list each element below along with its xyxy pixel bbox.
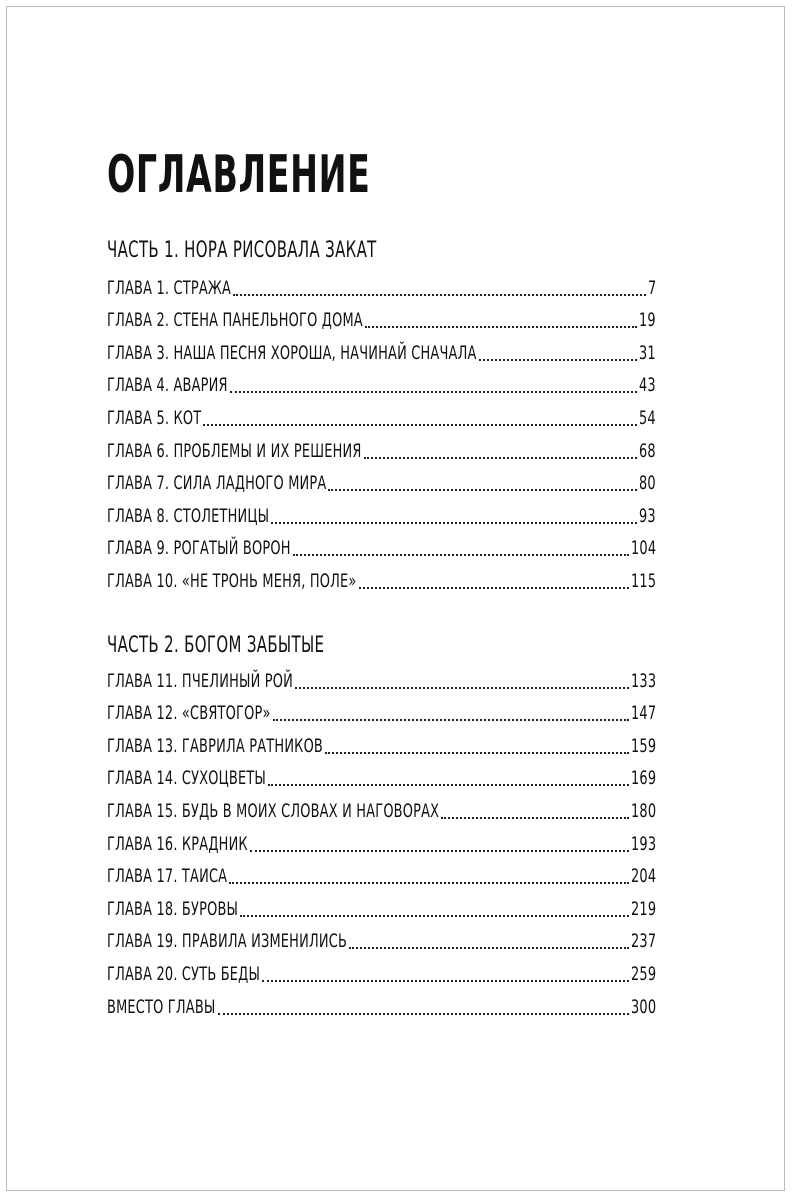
toc-entry-page-number: 68 [639,439,657,462]
dot-leader [273,719,629,721]
part-2-chapter-list [107,665,656,1024]
toc-entry-title: ГЛАВА 6. ПРОБЛЕМЫ И ИХ РЕШЕНИЯ [107,439,362,462]
toc-entry-page-box [631,570,656,592]
toc-entry[interactable] [107,861,656,894]
toc-entry-page-box [631,767,656,789]
toc-entry-title-box [107,570,357,592]
toc-entry-line [107,996,656,1018]
toc-entry-title-box [107,670,293,692]
toc-entry[interactable] [107,272,656,305]
toc-entry-title-box [107,277,231,299]
part-1-chapter-list [107,272,656,598]
toc-entry-title: ГЛАВА 16. КРАДНИК [107,832,248,855]
dot-leader [359,587,629,589]
toc-entry-line [107,374,656,396]
toc-entry[interactable] [107,402,656,435]
toc-entry-title-box [107,865,227,887]
toc-entry-page-box [639,472,656,494]
toc-entry-line [107,505,656,527]
toc-entry-title-box [107,833,248,855]
toc-entry-title-box [107,440,362,462]
dot-leader [365,326,637,328]
dot-leader [479,359,638,361]
toc-entry-line [107,702,656,724]
toc-entry-page-box [631,537,656,559]
toc-entry[interactable] [107,763,656,796]
dot-leader [325,752,629,754]
toc-entry-title-box [107,537,291,559]
dot-leader [271,522,637,524]
toc-entry-title-box [107,472,326,494]
toc-entry-title: ГЛАВА 14. СУХОЦВЕТЫ [107,767,267,790]
toc-entry-page-number: 204 [630,865,657,888]
toc-entry[interactable] [107,926,656,959]
toc-entry-page-box [631,865,656,887]
toc-entry[interactable] [107,468,656,501]
dot-leader [268,784,629,786]
toc-entry-line [107,800,656,822]
toc-entry-title-box [107,374,228,396]
toc-entry-title-box [107,309,363,331]
toc-entry-page-number: 133 [630,669,657,692]
toc-entry-title-box [107,505,269,527]
dot-leader [250,850,629,852]
toc-entry-page-number: 219 [630,897,657,920]
toc-entry[interactable] [107,795,656,828]
toc-entry-title: ВМЕСТО ГЛАВЫ [107,995,216,1018]
book-page [6,6,785,1191]
toc-entry-page-number: 19 [639,309,657,332]
toc-entry-title: ГЛАВА 12. «СВЯТОГОР» [107,702,271,725]
dot-leader [240,915,629,917]
toc-entry-page-box [639,342,656,364]
toc-entry-page-box [631,930,656,952]
toc-entry-page-number: 169 [630,767,657,790]
toc-entry[interactable] [107,730,656,763]
dot-leader [441,817,629,819]
toc-entry-page-box [631,996,656,1018]
toc-entry-line [107,277,656,299]
toc-entry[interactable] [107,665,656,698]
toc-entry[interactable] [107,893,656,926]
toc-entry-page-number: 43 [639,374,657,397]
toc-entry-page-box [639,440,656,462]
toc-entry[interactable] [107,337,656,370]
toc-entry-title-box [107,342,477,364]
toc-entry[interactable] [107,370,656,403]
toc-entry-title: ГЛАВА 10. «НЕ ТРОНЬ МЕНЯ, ПОЛЕ» [107,569,357,592]
toc-entry-page-number: 104 [630,537,657,560]
toc-entry[interactable] [107,991,656,1024]
toc-entry-title: ГЛАВА 18. БУРОВЫ [107,897,239,920]
toc-entry-title: ГЛАВА 7. СИЛА ЛАДНОГО МИРА [107,472,327,495]
toc-entry-line [107,472,656,494]
toc-entry-line [107,570,656,592]
toc-entry-title: ГЛАВА 1. СТРАЖА [107,276,232,299]
toc-entry-title-box [107,702,271,724]
toc-entry-page-number: 7 [647,276,657,299]
part-2-title: ЧАСТЬ 2. БОГОМ ЗАБЫТЫЕ [107,633,325,658]
toc-entry[interactable] [107,435,656,468]
toc-entry-page-number: 147 [630,702,657,725]
toc-entry-page-box [639,374,656,396]
toc-entry-line [107,440,656,462]
dot-leader [349,947,629,949]
toc-entry-page-number: 180 [630,799,657,822]
toc-entry-title: ГЛАВА 11. ПЧЕЛИНЫЙ РОЙ [107,669,294,692]
toc-entry-title: ГЛАВА 8. СТОЛЕТНИЦЫ [107,504,270,527]
toc-entry-title: ГЛАВА 9. РОГАТЫЙ ВОРОН [107,537,291,560]
toc-entry-page-box [631,702,656,724]
toc-entry-title: ГЛАВА 17. ТАИСА [107,865,228,888]
toc-entry-title: ГЛАВА 5. КОТ [107,406,202,429]
toc-entry[interactable] [107,500,656,533]
toc-entry-page-number: 159 [630,734,657,757]
toc-entry-page-box [648,277,656,299]
dot-leader [295,687,629,689]
toc-entry-page-box [631,898,656,920]
toc-entry-page-number: 259 [630,962,657,985]
toc-entry-page-number: 115 [630,569,657,592]
dot-leader [364,457,638,459]
toc-entry-line [107,407,656,429]
toc-entry-line [107,833,656,855]
toc-entry-title: ГЛАВА 20. СУТЬ БЕДЫ [107,962,261,985]
toc-entry-page-number: 31 [639,341,657,364]
toc-entry-title-box [107,996,216,1018]
toc-entry-page-box [639,505,656,527]
toc-entry-line [107,670,656,692]
toc-entry-title: ГЛАВА 3. НАША ПЕСНЯ ХОРОША, НАЧИНАЙ СНАЧАЛА [107,341,477,364]
toc-entry-page-number: 93 [639,504,657,527]
toc-entry-page-box [639,407,656,429]
dot-leader [230,391,637,393]
toc-entry-page-number: 54 [639,406,657,429]
toc-entry-line [107,963,656,985]
toc-entry-line [107,865,656,887]
dot-leader [229,882,629,884]
toc-entry-title-box [107,767,266,789]
toc-entry-title: ГЛАВА 4. АВАРИЯ [107,374,228,397]
toc-entry-title-box [107,963,260,985]
toc-entry-line [107,930,656,952]
toc-entry-page-box [631,833,656,855]
toc-entry-page-number: 300 [630,995,657,1018]
toc-entry-title: ГЛАВА 15. БУДЬ В МОИХ СЛОВАХ И НАГОВОРАХ [107,799,440,822]
part-1-title: ЧАСТЬ 1. НОРА РИСОВАЛА ЗАКАТ [107,238,377,263]
toc-entry-page-box [631,963,656,985]
toc-entry-line [107,898,656,920]
page-title: ОГЛАВЛЕНИЕ [107,145,371,205]
toc-entry-page-number: 237 [630,930,657,953]
dot-leader [262,980,629,982]
dot-leader [218,1013,629,1015]
toc-entry[interactable] [107,533,656,566]
toc-entry-title-box [107,800,439,822]
toc-entry[interactable] [107,305,656,338]
toc-entry-title-box [107,898,238,920]
toc-entry-page-number: 193 [630,832,657,855]
toc-entry-title: ГЛАВА 2. СТЕНА ПАНЕЛЬНОГО ДОМА [107,309,363,332]
dot-leader [293,554,629,556]
toc-entry-title-box [107,407,201,429]
toc-entry-title: ГЛАВА 13. ГАВРИЛА РАТНИКОВ [107,734,324,757]
dot-leader [328,489,637,491]
toc-entry-page-number: 80 [639,472,657,495]
toc-entry[interactable] [107,565,656,598]
toc-entry-title-box [107,930,347,952]
toc-entry[interactable] [107,958,656,991]
toc-entry-page-box [631,670,656,692]
toc-entry-page-box [639,309,656,331]
toc-entry[interactable] [107,698,656,731]
toc-entry-line [107,309,656,331]
toc-entry-line [107,735,656,757]
toc-entry-page-box [631,800,656,822]
toc-entry-line [107,767,656,789]
toc-entry-page-box [631,735,656,757]
toc-entry-line [107,342,656,364]
toc-entry-line [107,537,656,559]
toc-entry[interactable] [107,828,656,861]
toc-entry-title: ГЛАВА 19. ПРАВИЛА ИЗМЕНИЛИСЬ [107,930,348,953]
toc-entry-title-box [107,735,323,757]
dot-leader [203,424,637,426]
dot-leader [233,294,646,296]
